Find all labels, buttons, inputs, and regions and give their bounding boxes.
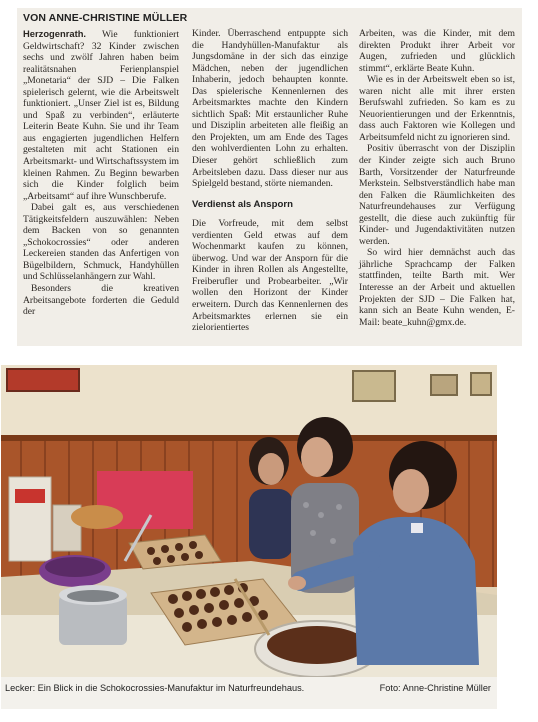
article-paragraph: Positiv überrascht von der Disziplin der Kinder zeigte sich auch Bruno Barth, Vorsitzender der Naturfreunde Merkstein. Selbstverständlich habe man den Falken die Räumlichkeiten des Naturfreundehauses zur Verfügung gestellt, die diese auch zukünftig für Kinder- und Jugendaktivitäten nutzen werden. <box>359 143 515 247</box>
article-column-3 <box>359 28 515 340</box>
article-column-2 <box>192 28 348 340</box>
article-photo <box>1 365 497 677</box>
article-paragraph: Kinder. Überraschend entpuppte sich die Handyhüllen-Manufaktur als Jungsdomäne in der sich das einzige Mädchen, neben der jugendlichen Inhaberin, jedoch behaupten konnte. Das spielerische Kennenlernen des Arbeitsmarktes machte den Kindern sichtlich Spaß: Mit erstaunlicher Ruhe und Disziplin arbeiteten alle fleißig an den Projekten, um am Ende des Tages den wohlverdienten Lohn zu erhalten. Dieser gehört schließlich zum Arbeitsleben dazu. Dass dieser nur aus Spielgeld bestand, störte niemanden. <box>192 28 348 190</box>
article-paragraph: Besonders die kreativen Arbeitsangebote forderten die Geduld der <box>23 283 179 318</box>
article-column-1 <box>23 28 179 340</box>
photo-caption: Lecker: Ein Blick in die Schokocrossies-Manufaktur im Naturfreundehaus. <box>5 683 305 693</box>
photo-block <box>1 365 497 709</box>
article-paragraph-text: Wie funktioniert Geldwirtschaft? 32 Kinder zwischen sechs und zwölf Jahren haben beim realitätsnahen Ferienplanspiel „Monetaria“ der SJD – Die Falken spielerisch gelernt, wie die Arbeitswelt funktioniert. „Unser Ziel ist es, Bildung und Spaß zu verbinden“, erläuterte Leiterin Beate Kuhn. Sie und ihr Team aus engagierten jugendlichen Helfern gestalteten mit acht Stationen ein Arbeitsmarkt- und Wirtschaftssystem im kleinen Rahmen. Zu Beginn bewarben sich die Kinder folglich beim „Arbeitsamt“ auf ihre Wunschberufe. <box>23 29 179 202</box>
article-clipping <box>17 8 522 346</box>
article-paragraph: Dabei galt es, aus verschiedenen Tätigkeitsfeldern auszuwählen: Neben dem Backen von so genannten „Schokocrossies“ oder anderen Leckereien standen das Anfertigen von Bügelbildern, Schmuck, Handyhüllen und Schlüsselanhängern zur Wahl. <box>23 202 179 283</box>
article-dateline: Herzogenrath. <box>23 28 87 39</box>
article-paragraph: Wie es in der Arbeitswelt eben so ist, waren nicht alle mit ihrer ersten Berufswahl zufrieden. So kam es zu Neuorientierungen und der Erkenntnis, dass auch Faktoren wie Kollegen und Arbeitsumfeld nicht zu ignorieren sind. <box>359 74 515 143</box>
article-byline: VON ANNE-CHRISTINE MÜLLER <box>23 12 188 24</box>
article-paragraph <box>23 28 179 202</box>
photo-credit: Foto: Anne-Christine Müller <box>379 683 491 693</box>
article-paragraph: So wird hier demnächst auch das jährliche Sprachcamp der Falken stattfinden, teilte Barth mit. Wer Interesse an der Arbeit und aktuellen Projekten der SJD – Die Falken hat, kann sich an Beate Kuhn wenden, E-Mail: beate_kuhn@gmx.de. <box>359 247 515 328</box>
article-paragraph: Die Vorfreude, mit dem selbst verdienten Geld etwas auf dem Wochenmarkt kaufen zu können, überwog. Und war der Ansporn für die Kinder in ihren Rollen als Angestellte, Freiberufler und Probearbeiter. „Wir wollen den Horizont der Kinder erweitern. Durch das Kennenlernen des Arbeitsmarktes erlernen sie ein zielorientiertes <box>192 218 348 334</box>
article-paragraph: Arbeiten, was die Kinder, mit dem direkten Produkt ihrer Arbeit vor Augen, zufrieden und glücklich stimmt“, erklärte Beate Kuhn. <box>359 28 515 74</box>
article-subheading: Verdienst als Ansporn <box>192 198 293 210</box>
